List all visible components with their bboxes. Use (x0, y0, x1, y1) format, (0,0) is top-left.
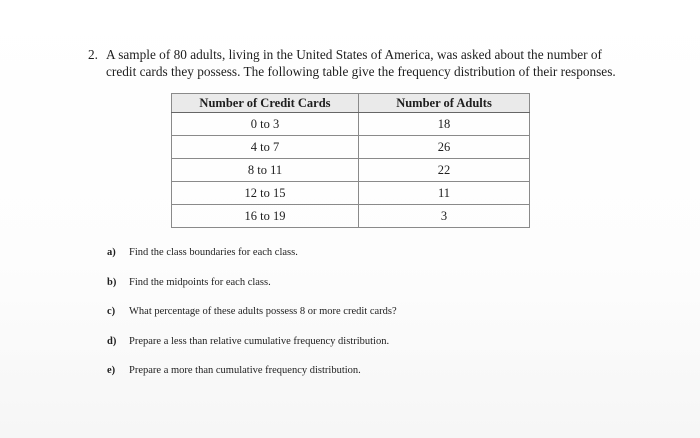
sub-question-c (107, 303, 397, 333)
cell-frequency: 26 (359, 136, 530, 159)
table-row (172, 205, 530, 228)
table-row (172, 113, 530, 136)
sub-question-label: a) (107, 247, 116, 258)
sub-question-label: b) (107, 276, 117, 288)
sub-question-label: c) (107, 306, 116, 318)
sub-question-b (107, 274, 397, 304)
question-text-line-1: A sample of 80 adults, living in the United States of America, was asked about the number of (106, 47, 602, 62)
question-number: 2. (88, 47, 98, 62)
cell-frequency: 22 (359, 159, 530, 182)
frequency-table (171, 93, 530, 228)
sub-question-label: e) (107, 365, 116, 377)
cell-frequency: 3 (359, 205, 530, 228)
sub-question-d (107, 333, 397, 363)
question-text-line-2: credit cards they possess. The following table give the frequency distribution of their responses. (106, 64, 616, 79)
sub-question-text: Find the class boundaries for each class. (129, 247, 298, 258)
table-row (172, 159, 530, 182)
cell-class: 0 to 3 (172, 113, 359, 136)
header-credit-cards: Number of Credit Cards (172, 94, 359, 113)
cell-class: 16 to 19 (172, 205, 359, 228)
sub-question-text: What percentage of these adults possess 8 or more credit cards? (129, 306, 397, 318)
sub-question-text: Find the midpoints for each class. (129, 276, 271, 288)
question-block (88, 46, 648, 80)
cell-class: 4 to 7 (172, 136, 359, 159)
sub-question-text: Prepare a more than cumulative frequency distribution. (129, 365, 361, 377)
cell-class: 8 to 11 (172, 159, 359, 182)
sub-question-e (107, 362, 397, 392)
sub-question-a (107, 244, 397, 274)
sub-question-text: Prepare a less than relative cumulative frequency distribution. (129, 335, 390, 347)
cell-frequency: 11 (359, 182, 530, 205)
sub-question-label: d) (107, 335, 117, 347)
table-header-row (172, 94, 530, 113)
cell-frequency: 18 (359, 113, 530, 136)
question-line-1 (88, 46, 648, 63)
table-row (172, 136, 530, 159)
cell-class: 12 to 15 (172, 182, 359, 205)
table-row (172, 182, 530, 205)
sub-question-list (107, 244, 397, 392)
question-line-2 (88, 63, 648, 80)
header-adults: Number of Adults (359, 94, 530, 113)
